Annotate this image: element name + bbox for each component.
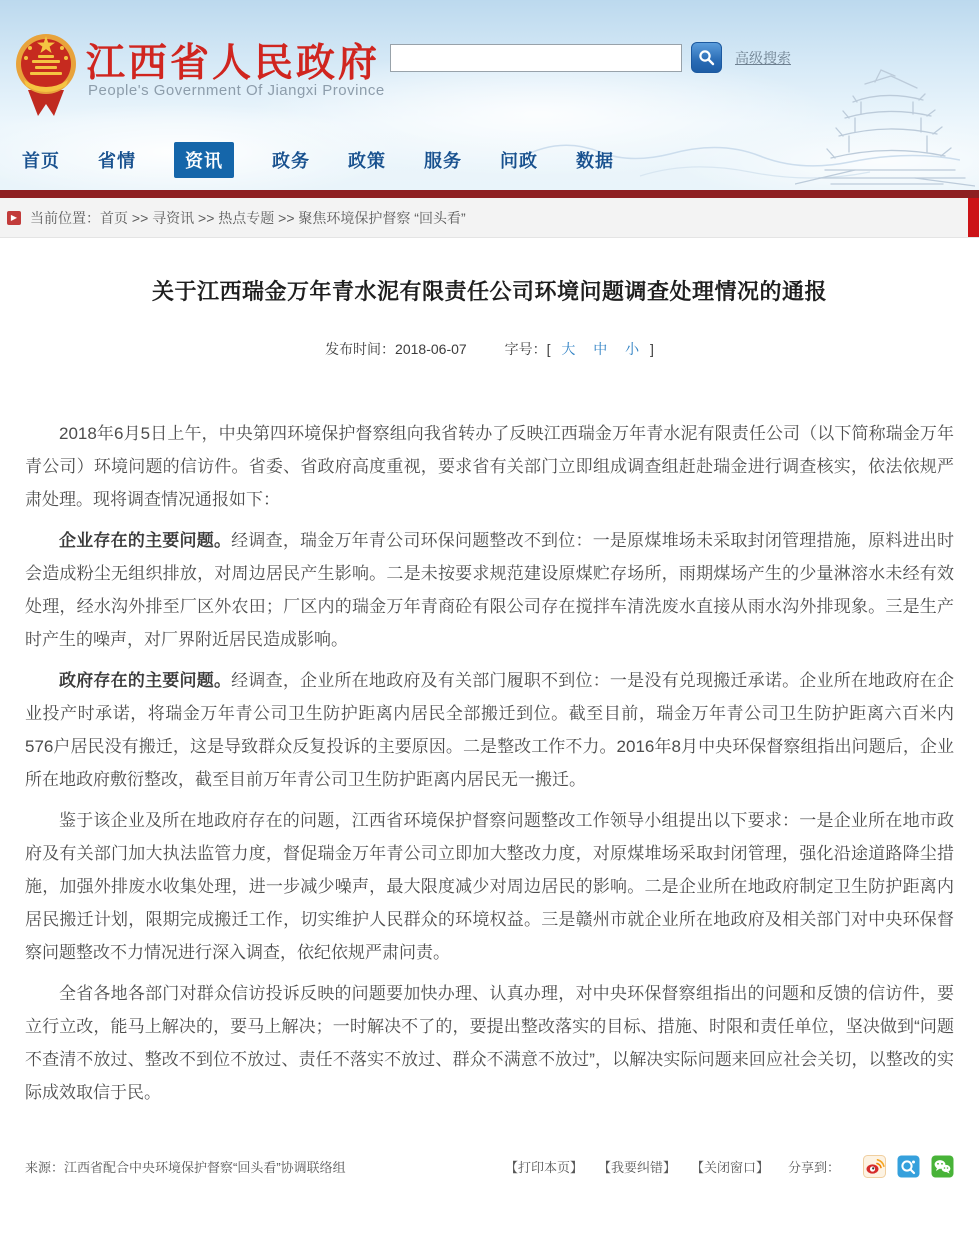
paragraph-text: 全省各地各部门对群众信访投诉反映的问题要加快办理、认真办理，对中央环保督察组指出的问题和反馈的信访件，要立行立改，能马上解决的，要马上解决；一时解决不了的，要提出整改落实的目标、措施、时限和责任单位，坚决做到“问题不查清不放过、整改不到位不放过、责任不落实不放过、群众不满意不放过”，以解决实际问题来回应社会关切，以整改的实际成效取信于民。 [25, 984, 954, 1102]
share-label: 分享到： [787, 1160, 840, 1175]
national-emblem-logo [14, 24, 78, 129]
fontsize-label-close: ] [650, 341, 654, 357]
paragraph-lead: 企业存在的主要问题。 [59, 531, 232, 550]
article-paragraph [25, 524, 954, 656]
nav-item-services[interactable]: 服务 [424, 151, 462, 171]
sina-weibo-share-icon[interactable] [863, 1155, 886, 1178]
fontsize-large-button[interactable]: 大 [561, 341, 576, 357]
fontsize-medium-button[interactable]: 中 [593, 341, 608, 357]
breadcrumb-text[interactable]: 当前位置：首页 >> 寻资讯 >> 热点专题 >> 聚焦环境保护督察 “回头看” [30, 209, 466, 226]
nav-item-home[interactable]: 首页 [22, 151, 60, 171]
publish-time: 发布时间：2018-06-07 [325, 341, 467, 357]
search-button[interactable] [691, 42, 722, 73]
wechat-share-icon[interactable] [931, 1155, 954, 1178]
nav-item-policy[interactable]: 政策 [348, 151, 386, 171]
site-title: 江西省人民政府 [86, 42, 381, 85]
paragraph-text: 经调查，企业所在地政府及有关部门履职不到位：一是没有兑现搬迁承诺。企业所在地政府在企业投产时承诺，将瑞金万年青公司卫生防护距离内居民全部搬迁到位。截至目前，瑞金万年青公司卫生防护距离六百米内576户居民没有搬迁，这是导致群众反复投诉的主要原因。二是整改工作不力。2016年8月中央环保督察组指出问题后，企业所在地政府敷衍整改，截至目前万年青公司卫生防护距离内居民无一搬迁。 [25, 671, 955, 789]
breadcrumb-right-accent [968, 198, 979, 237]
close-window-button[interactable]: 【关闭窗口】 [690, 1160, 769, 1175]
article-title: 关于江西瑞金万年青水泥有限责任公司环境问题调查处理情况的通报 [151, 279, 827, 304]
breadcrumb-arrow-icon: ▶ [7, 211, 21, 225]
breadcrumb [0, 198, 979, 238]
nav-item-data[interactable]: 数据 [576, 151, 614, 171]
article-paragraph [25, 664, 954, 796]
paragraph-lead: 政府存在的主要问题。 [59, 671, 232, 690]
paragraph-text: 鉴于该企业及所在地政府存在的问题，江西省环境保护督察问题整改工作领导小组提出以下要求：一是企业所在地市政府及有关部门加大执法监管力度，督促瑞金万年青公司立即加大整改力度，对原煤堆场采取封闭管理，强化沿途道路降尘措施，加强外排废水收集处理，进一步减少噪声，最大限度减少对周边居民的影响。二是企业所在地政府制定卫生防护距离内居民搬迁计划，限期完成搬迁工作，切实维护人民群众的环境权益。三是赣州市就企业所在地政府及相关部门对中央环保督察问题整改不力情况进行深入调查，依纪依规严肃问责。 [25, 811, 954, 962]
article-container [0, 275, 979, 1178]
footer-actions [505, 1155, 954, 1178]
paragraph-text: 经调查，瑞金万年青公司环保问题整改不到位：一是原煤堆场未采取封闭管理措施，原料进出时会造成粉尘无组织排放，对周边居民产生影响。二是未按要求规范建设原煤贮存场所，雨期煤场产生的少量淋溶水未经有效处理，经水沟外排至厂区外农田；厂区内的瑞金万年青商砼有限公司存在搅拌车清洗废水直接从雨水沟外排现象。三是生产时产生的噪声，对厂界附近居民造成影响。 [25, 531, 955, 649]
nav-item-news[interactable]: 资讯 [174, 142, 234, 178]
tencent-weibo-share-icon[interactable] [897, 1155, 920, 1178]
fontsize-label: 字号：[ [504, 341, 551, 357]
article-paragraph [25, 804, 954, 969]
article-meta [25, 339, 954, 359]
source-text: 来源：江西省配合中央环境保护督察“回头看”协调联络组 [25, 1160, 346, 1175]
search-input[interactable] [390, 44, 682, 72]
share-icons [863, 1155, 954, 1178]
site-header [0, 0, 979, 190]
site-subtitle: People's Government Of Jiangxi Province [88, 82, 385, 99]
fontsize-small-button[interactable]: 小 [625, 341, 640, 357]
article-footer [25, 1155, 954, 1178]
nav-item-province-info[interactable]: 省情 [98, 151, 136, 171]
report-error-button[interactable]: 【我要纠错】 [597, 1160, 676, 1175]
advanced-search-link[interactable]: 高级搜索 [735, 49, 791, 66]
search-icon [698, 49, 715, 66]
search-bar [390, 42, 791, 73]
paragraph-text: 2018年6月5日上午，中央第四环境保护督察组向我省转办了反映江西瑞金万年青水泥有限责任公司（以下简称瑞金万年青公司）环境问题的信访件。省委、省政府高度重视，要求省有关部门立即组成调查组赶赴瑞金进行调查核实，依法依规严肃处理。现将调查情况通报如下： [25, 424, 954, 509]
nav-item-ask-gov[interactable]: 问政 [500, 151, 538, 171]
article-body [25, 417, 954, 1109]
print-page-button[interactable]: 【打印本页】 [504, 1160, 583, 1175]
article-paragraph [25, 417, 954, 516]
main-nav [0, 130, 979, 190]
nav-item-gov-affairs[interactable]: 政务 [272, 151, 310, 171]
article-paragraph [25, 977, 954, 1109]
